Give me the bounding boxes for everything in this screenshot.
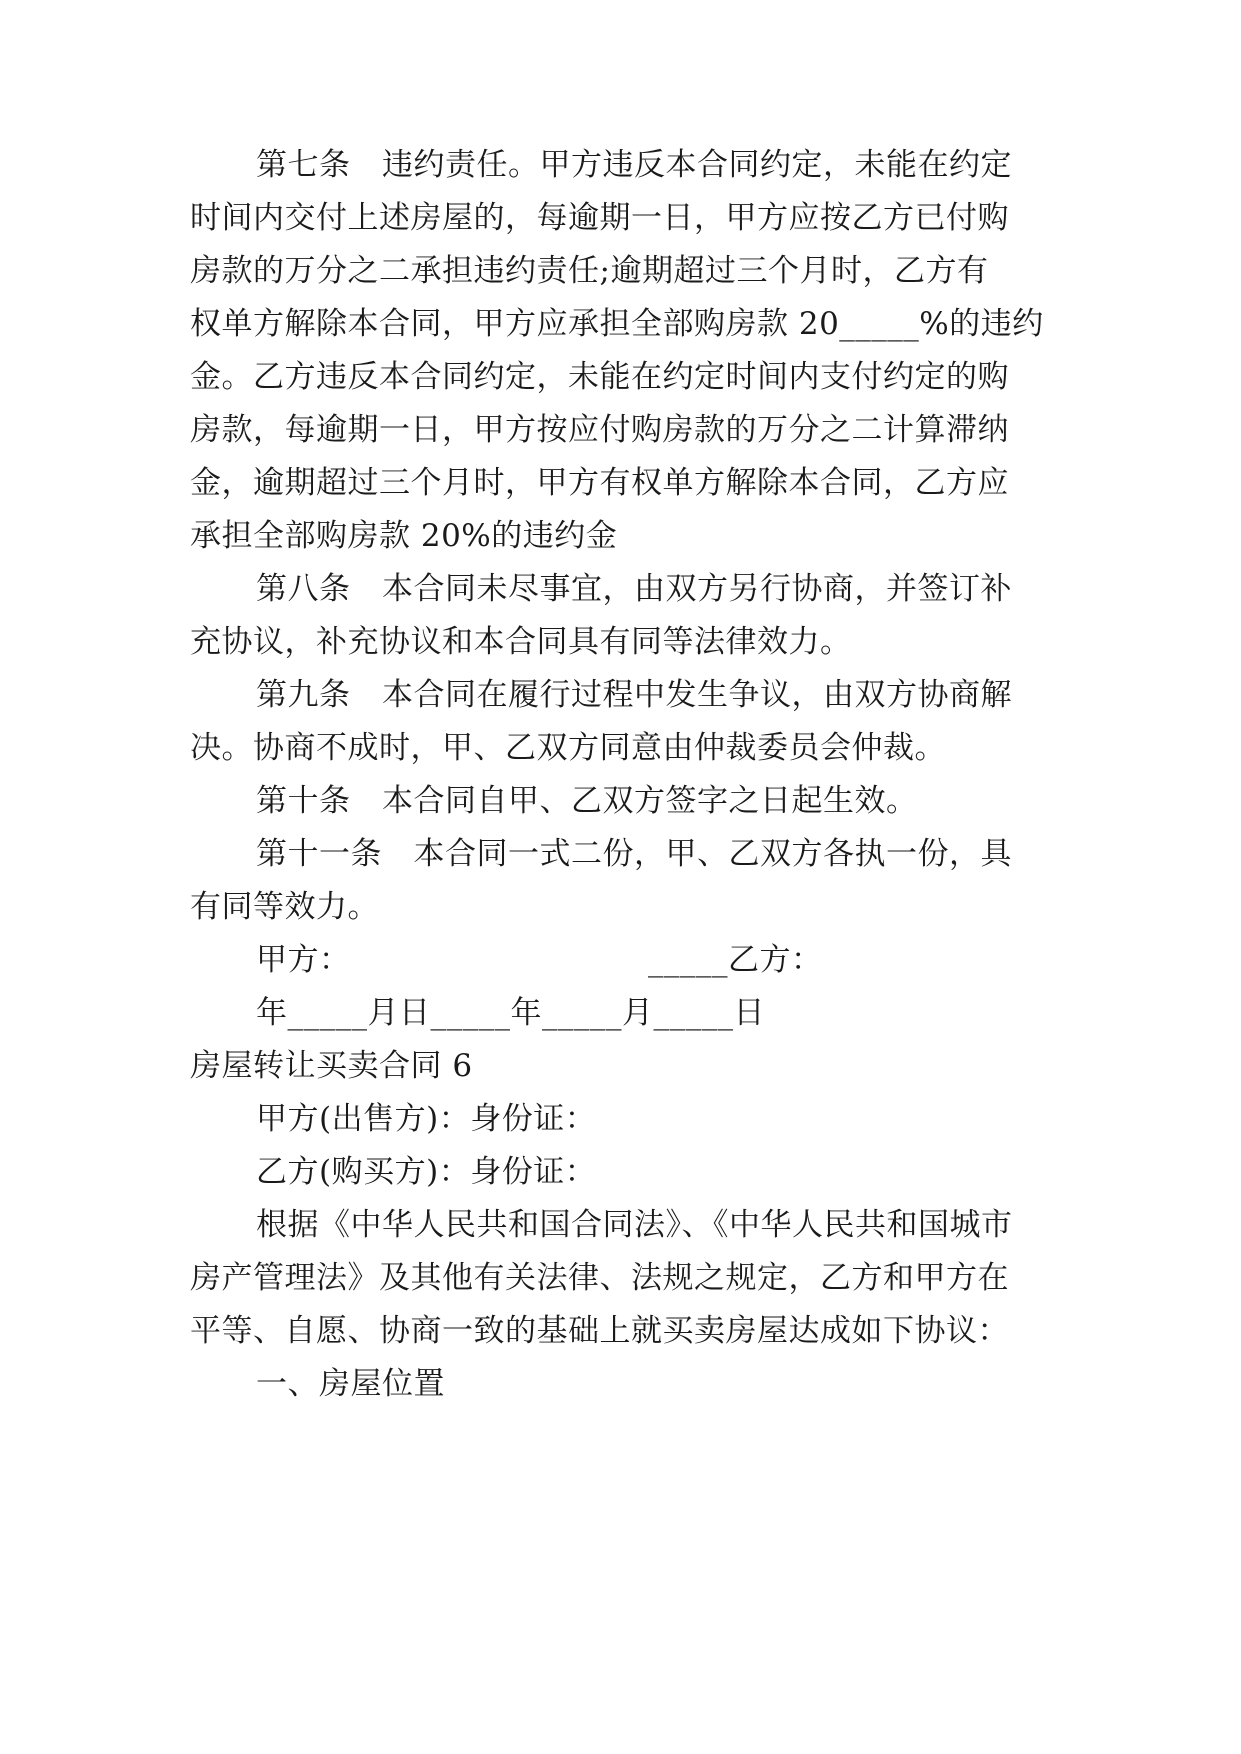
article-10-line: 第十条 本合同自甲、乙双方签字之日起生效。: [256, 783, 918, 819]
seller-id-line: 甲方(出售方)：身份证：: [256, 1101, 597, 1137]
buyer-id-line: 乙方(购买方)：身份证：: [256, 1154, 597, 1190]
article-8-line-2: 充协议，补充协议和本合同具有同等法律效力。: [190, 624, 852, 660]
article-7-line-2: 时间内交付上述房屋的，每逾期一日，甲方应按乙方已付购: [190, 200, 1009, 236]
preamble-line-1: 根据《中华人民共和国合同法》、《中华人民共和国城市: [256, 1207, 1013, 1243]
clause-1-heading: 一、房屋位置: [256, 1366, 445, 1402]
article-7-line-5: 金。乙方违反本合同约定，未能在约定时间内支付约定的购: [190, 359, 1009, 395]
section-title: 房屋转让买卖合同 6: [190, 1048, 473, 1084]
article-7-line-7: 金，逾期超过三个月时，甲方有权单方解除本合同，乙方应: [190, 465, 1009, 501]
preamble-line-3: 平等、自愿、协商一致的基础上就买卖房屋达成如下协议：: [190, 1313, 1009, 1349]
party-b-signature-label: _____乙方：: [648, 942, 823, 978]
article-9-line-2: 决。协商不成时，甲、乙双方同意由仲裁委员会仲裁。: [190, 730, 946, 766]
article-9-line-1: 第九条 本合同在履行过程中发生争议，由双方协商解: [256, 677, 1012, 713]
article-11-line-2: 有同等效力。: [190, 889, 379, 925]
article-7-line-3: 房款的万分之二承担违约责任;逾期超过三个月时，乙方有: [190, 253, 989, 289]
party-a-signature-label: 甲方：: [256, 942, 351, 978]
article-11-line-1: 第十一条 本合同一式二份，甲、乙双方各执一份，具: [256, 836, 1012, 872]
preamble-line-2: 房产管理法》及其他有关法律、法规之规定，乙方和甲方在: [190, 1260, 1009, 1296]
article-7-line-6: 房款，每逾期一日，甲方按应付购房款的万分之二计算滞纳: [190, 412, 1009, 448]
signature-date-line: 年_____月日_____年_____月_____日: [256, 995, 765, 1031]
article-7-line-8: 承担全部购房款 20%的违约金: [190, 518, 618, 554]
article-7-line-4: 权单方解除本合同，甲方应承担全部购房款 20_____%的违约: [190, 306, 1044, 342]
article-7-line-1: 第七条 违约责任。甲方违反本合同约定，未能在约定: [256, 147, 1012, 183]
article-8-line-1: 第八条 本合同未尽事宜，由双方另行协商，并签订补: [256, 571, 1012, 607]
